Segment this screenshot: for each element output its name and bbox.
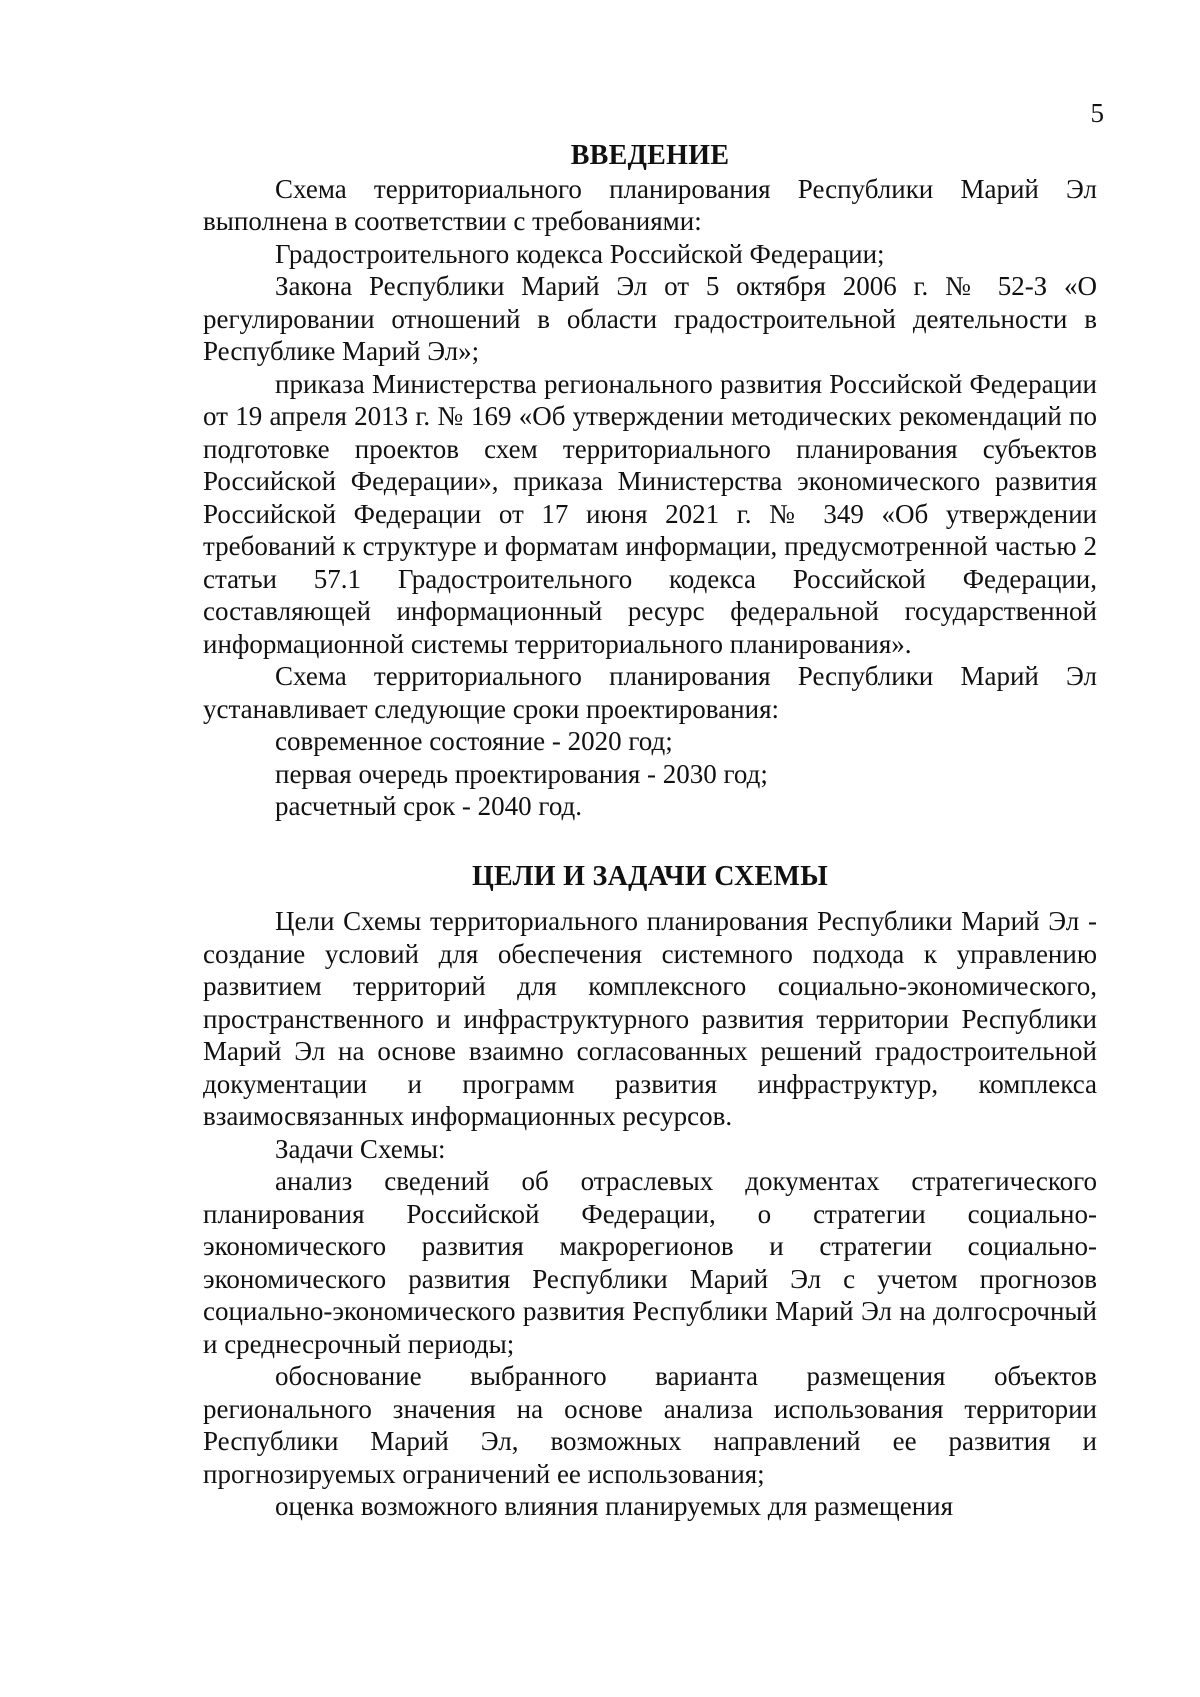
term-item: первая очередь проектирования - 2030 год; [275, 758, 768, 789]
goals-paragraph: Цели Схемы территориального планирования Республики Марий Эл - создание условий для обеспечения системного подхода к управлению развитием территорий для комплексного социально-экономического, пространственного и инфраструктурного развития территории Республики Марий Эл на основе взаимно согласованных решений градостроительной документации и программ развития инфраструктур, комплекса взаимосвязанных информационных ресурсов. [203, 906, 1097, 1131]
requirement-item: Градостроительного кодекса Российской Федерации; [275, 238, 885, 269]
tasks-heading-line: Задачи Схемы: [275, 1133, 446, 1164]
intro-paragraph: Схема территориального планирования Республики Марий Эл выполнена в соответствии с требованиями: [203, 173, 1097, 236]
task-item: анализ сведений об отраслевых документах стратегического планирования Российской Федерации, о стратегии социально-экономического развития макрорегионов и стратегии социально-экономического развития Республики Марий Эл с учетом прогнозов социально-экономического развития Республики Марий Эл на долгосрочный и среднесрочный периоды; [203, 1166, 1097, 1359]
document-body [203, 140, 1097, 1523]
terms-paragraph: Схема территориального планирования Республики Марий Эл устанавливает следующие сроки проектирования: [203, 661, 1097, 724]
requirement-item: приказа Министерства регионального развития Российской Федерации от 19 апреля 2013 г. № 169 «Об утверждении методических рекомендаций по подготовке проектов схем территориального планирования субъектов Российской Федерации», приказа Министерства экономического развития Российской Федерации от 17 июня 2021 г. № 349 «Об утверждении требований к структуре и форматам информации, предусмотренной частью 2 статьи 57.1 Градостроительного кодекса Российской Федерации, составляющей информационный ресурс федеральной государственной информационной системы территориального планирования». [203, 368, 1097, 659]
task-item: оценка возможного влияния планируемых для размещения [275, 1491, 954, 1521]
section-heading-goals: ЦЕЛИ И ЗАДАЧИ СХЕМЫ [471, 860, 829, 892]
requirement-item: Закона Республики Марий Эл от 5 октября 2006 г. № 52-З «О регулировании отношений в области градостроительной деятельности в Республике Марий Эл»; [203, 271, 1097, 366]
task-item: обоснование выбранного варианта размещения объектов регионального значения на основе анализа использования территории Республики Марий Эл, возможных направлений ее развития и прогнозируемых ограничений ее использования; [203, 1361, 1097, 1489]
term-item: расчетный срок - 2040 год. [275, 791, 583, 821]
page-number: 5 [1090, 98, 1104, 128]
term-item: современное состояние - 2020 год; [275, 726, 673, 756]
section-heading-introduction: ВВЕДЕНИЕ [570, 140, 730, 171]
